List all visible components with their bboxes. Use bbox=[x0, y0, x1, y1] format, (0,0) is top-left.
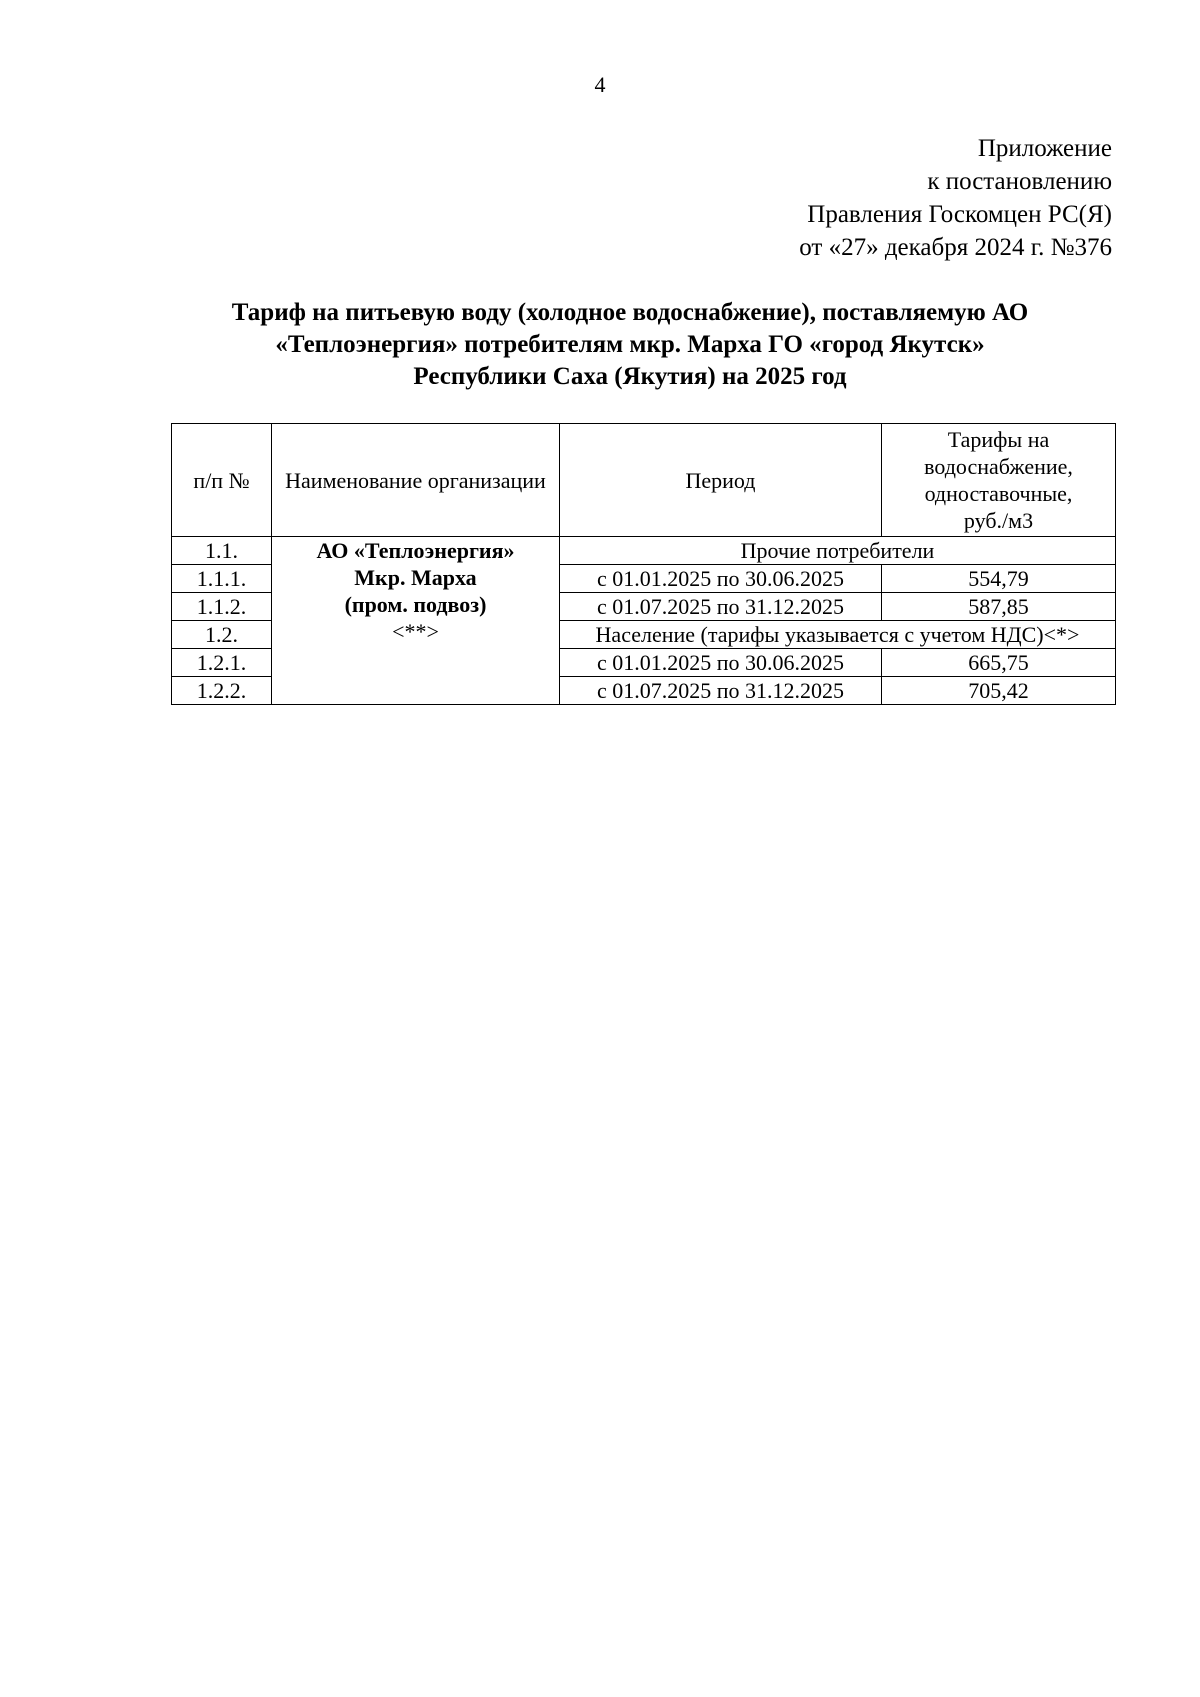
header-tariff bbox=[882, 424, 1116, 537]
appendix-block bbox=[799, 132, 1112, 264]
organization-footnote: <**> bbox=[392, 619, 439, 644]
section-label: Население (тарифы указывается с учетом НДС)<*> bbox=[560, 621, 1116, 649]
table-row bbox=[172, 537, 1116, 565]
appendix-line: от «27» декабря 2024 г. №376 bbox=[799, 234, 1112, 261]
row-num: 1.2.2. bbox=[172, 677, 272, 705]
header-tariff-line: руб./м3 bbox=[963, 508, 1034, 533]
organization-name: АО «Теплоэнергия» bbox=[316, 538, 515, 563]
organization-cell bbox=[272, 537, 560, 705]
title-line: Тариф на питьевую воду (холодное водоснабжение), поставляемую АО bbox=[231, 299, 1029, 326]
header-tariff-line: Тарифы на bbox=[947, 427, 1050, 452]
row-tariff: 665,75 bbox=[882, 649, 1116, 677]
title-line: Республики Саха (Якутия) на 2025 год bbox=[413, 363, 847, 390]
table-header-row bbox=[172, 424, 1116, 537]
title-line: «Теплоэнергия» потребителям мкр. Марха ГО «город Якутск» bbox=[275, 331, 985, 358]
tariff-table bbox=[171, 423, 1116, 705]
row-period: с 01.07.2025 по 31.12.2025 bbox=[560, 677, 882, 705]
row-num: 1.1.2. bbox=[172, 593, 272, 621]
organization-district: Мкр. Марха bbox=[354, 565, 477, 590]
section-label: Прочие потребители bbox=[560, 537, 1116, 565]
row-num: 1.1.1. bbox=[172, 565, 272, 593]
row-period: с 01.07.2025 по 31.12.2025 bbox=[560, 593, 882, 621]
document-title bbox=[150, 297, 1110, 393]
appendix-line: Приложение bbox=[977, 135, 1112, 162]
row-tariff: 705,42 bbox=[882, 677, 1116, 705]
row-period: с 01.01.2025 по 30.06.2025 bbox=[560, 565, 882, 593]
row-tariff: 554,79 bbox=[882, 565, 1116, 593]
appendix-line: к постановлению bbox=[927, 168, 1112, 195]
row-num: 1.2. bbox=[172, 621, 272, 649]
header-num: п/п № bbox=[172, 424, 272, 537]
header-tariff-line: водоснабжение, bbox=[924, 454, 1073, 479]
header-org bbox=[272, 424, 560, 537]
row-num: 1.2.1. bbox=[172, 649, 272, 677]
row-tariff: 587,85 bbox=[882, 593, 1116, 621]
header-period: Период bbox=[560, 424, 882, 537]
row-num: 1.1. bbox=[172, 537, 272, 565]
organization-delivery: (пром. подвоз) bbox=[344, 592, 487, 617]
appendix-line: Правления Госкомцен РС(Я) bbox=[807, 201, 1112, 228]
row-period: с 01.01.2025 по 30.06.2025 bbox=[560, 649, 882, 677]
header-tariff-line: одноставочные, bbox=[924, 481, 1073, 506]
header-org-label: Наименование организации bbox=[285, 467, 546, 493]
page-number: 4 bbox=[594, 72, 606, 97]
